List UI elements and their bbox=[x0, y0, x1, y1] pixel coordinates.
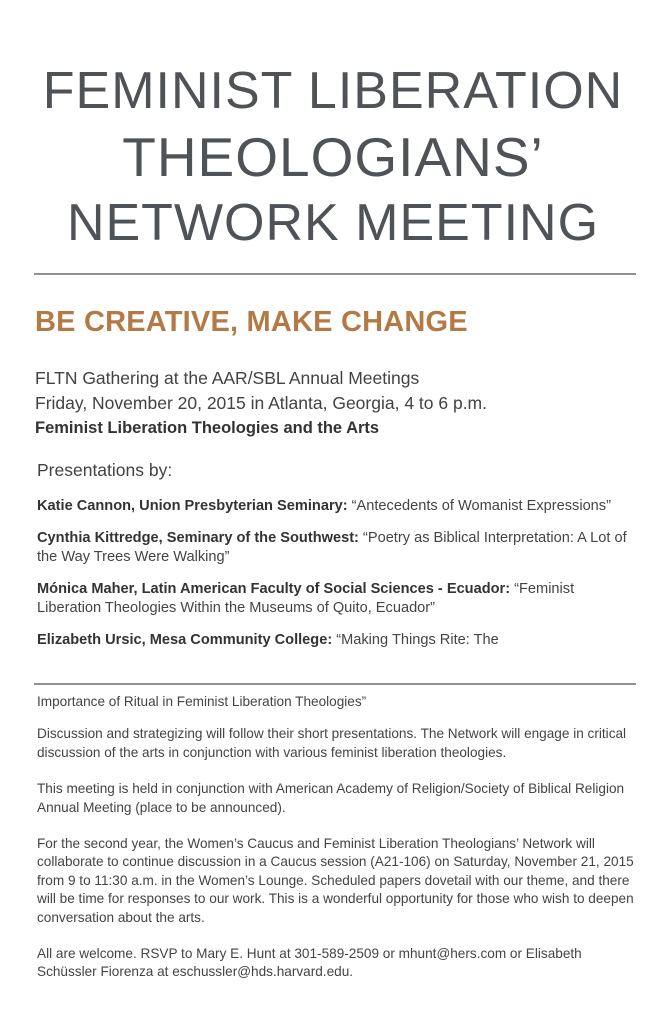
presenter-name: Mónica Maher, Latin American Faculty of Social Sciences - Ecuador: bbox=[37, 581, 511, 597]
presentations-heading: Presentations by: bbox=[37, 460, 173, 480]
paragraph-rsvp: All are welcome. RSVP to Mary E. Hunt at 301-589-2509 or mhunt@hers.com or Elisabeth Schüssler Fiorenza at eschussler@hds.harvard.edu. bbox=[37, 946, 582, 980]
presenter-name: Katie Cannon, Union Presbyterian Seminary: bbox=[37, 498, 348, 514]
presentation-title-continuation: Importance of Ritual in Feminist Liberation Theologies” bbox=[37, 694, 367, 709]
title-line-2: THEOLOGIANS’ bbox=[122, 126, 544, 188]
presentation-item bbox=[37, 497, 637, 516]
presentation-item bbox=[37, 580, 637, 618]
event-gathering: FLTN Gathering at the AAR/SBL Annual Meetings bbox=[35, 368, 420, 388]
presenter-name: Cynthia Kittredge, Seminary of the Southwest: bbox=[37, 530, 359, 546]
presentation-title: “Antecedents of Womanist Expressions” bbox=[351, 498, 611, 514]
top-divider bbox=[34, 273, 636, 275]
paragraph-caucus: For the second year, the Women’s Caucus and Feminist Liberation Theologians’ Network will collaborate to continue discussion in a Caucus session (A21-106) on Saturday, November 21, 2015 from 9 to 11:30 a.m. in the Women’s Lounge. Scheduled papers dovetail with our theme, and there will be time for responses to our work. This is a wonderful opportunity for those who wish to deepen conversation about the arts. bbox=[37, 836, 634, 925]
event-theme: Feminist Liberation Theologies and the Arts bbox=[35, 419, 380, 437]
presentation-item bbox=[37, 631, 637, 650]
presentation-title: “Feminist Liberation Theologies Within the Museums of Quito, Ecuador” bbox=[37, 581, 575, 616]
page-title bbox=[0, 58, 666, 256]
tagline: BE CREATIVE, MAKE CHANGE bbox=[35, 306, 468, 338]
title-line-3: NETWORK MEETING bbox=[66, 194, 600, 252]
middle-divider bbox=[34, 683, 636, 685]
presentation-title: “Making Things Rite: The bbox=[336, 632, 499, 648]
paragraph-conjunction: This meeting is held in conjunction with American Academy of Religion/Society of Biblical Religion Annual Meeting (place to be announced). bbox=[37, 781, 625, 815]
title-line-1: FEMINIST LIBERATION bbox=[42, 62, 624, 120]
paragraph-discussion: Discussion and strategizing will follow their short presentations. The Network will engage in critical discussion of the arts in conjunction with various feminist liberation theologies. bbox=[37, 726, 627, 760]
presentation-title: “Poetry as Biblical Interpretation: A Lot of the Way Trees Were Walking” bbox=[37, 530, 627, 565]
presentation-item bbox=[37, 529, 637, 567]
presentations-list bbox=[37, 497, 637, 663]
event-details bbox=[35, 366, 635, 441]
presenter-name: Elizabeth Ursic, Mesa Community College: bbox=[37, 632, 333, 648]
body-text bbox=[37, 693, 637, 1000]
event-date-location: Friday, November 20, 2015 in Atlanta, Georgia, 4 to 6 p.m. bbox=[35, 393, 488, 413]
